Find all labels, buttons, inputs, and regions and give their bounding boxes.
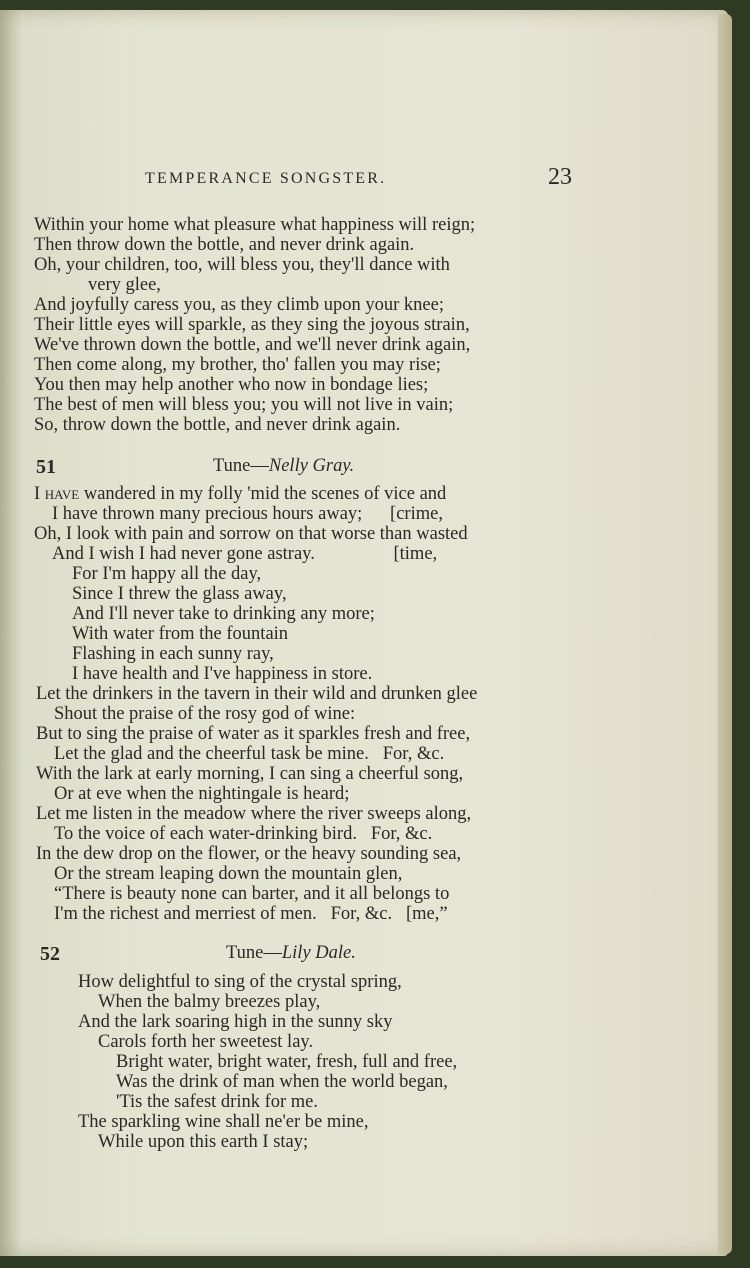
page-header: [0, 164, 728, 194]
verse-line: We've thrown down the bottle, and we'll never drink again,: [34, 335, 471, 355]
verse-line: Let me listen in the meadow where the river sweeps along,: [36, 804, 472, 824]
verse-line: In the dew drop on the flower, or the heavy sounding sea,: [36, 844, 462, 864]
verse-line-text: wandered in my folly 'mid the scenes of vice and: [79, 484, 447, 504]
chorus-line: With water from the fountain: [72, 624, 289, 644]
verse-line: I'm the richest and merriest of men. For, &c. [me,”: [54, 904, 448, 924]
verse-line: Oh, I look with pain and sorrow on that worse than wasted: [34, 524, 468, 544]
verse-line: Shout the praise of the rosy god of wine:: [54, 704, 356, 724]
verse-line: The sparkling wine shall ne'er be mine,: [78, 1112, 369, 1132]
chorus-line: I have health and I've happiness in store.: [72, 664, 373, 684]
song-number: 51: [36, 456, 56, 478]
verse-line: [34, 484, 446, 504]
verse-line: You then may help another who now in bondage lies;: [34, 375, 429, 395]
verse-line: Within your home what pleasure what happiness will reign;: [34, 215, 476, 235]
verse-line: very glee,: [88, 275, 161, 295]
verse-line: And joyfully caress you, as they climb upon your knee;: [34, 295, 444, 315]
page-edge: [718, 14, 732, 1254]
tune-name: Lily Dale.: [281, 943, 356, 963]
page-gutter-shadow: [0, 10, 22, 1256]
verse-line: The best of men will bless you; you will not live in vain;: [34, 395, 454, 415]
verse-line: “There is beauty none can barter, and it all belongs to: [54, 884, 450, 904]
chorus-line: Since I threw the glass away,: [72, 584, 287, 604]
verse-line: Let the drinkers in the tavern in their wild and drunken glee: [36, 684, 478, 704]
verse-line: And the lark soaring high in the sunny sky: [78, 1012, 393, 1032]
verse-line: When the balmy breezes play,: [98, 992, 321, 1012]
verse-line: Their little eyes will sparkle, as they sing the joyous strain,: [34, 315, 470, 335]
chorus-line: For I'm happy all the day,: [72, 564, 262, 584]
chorus-line: 'Tis the safest drink for me.: [116, 1092, 319, 1112]
verse-line: Then throw down the bottle, and never drink again.: [34, 235, 415, 255]
chorus-line: Flashing in each sunny ray,: [72, 644, 274, 664]
tune-prefix: Tune—: [226, 943, 282, 963]
verse-line: Let the glad and the cheerful task be mine. For, &c.: [54, 744, 445, 764]
song-number: 52: [40, 943, 60, 965]
tune-heading: [226, 943, 356, 964]
page-number: 23: [548, 164, 572, 190]
verse-line: Oh, your children, too, will bless you, they'll dance with: [34, 255, 450, 275]
verse-line: Or the stream leaping down the mountain glen,: [54, 864, 403, 884]
verse-line: To the voice of each water-drinking bird. For, &c.: [54, 824, 433, 844]
tune-name: Nelly Gray.: [268, 456, 355, 476]
verse-line: Then come along, my brother, tho' fallen you may rise;: [34, 355, 441, 375]
verse-line: I have thrown many precious hours away; [crime,: [52, 504, 443, 524]
verse-line: So, throw down the bottle, and never drink again.: [34, 415, 401, 435]
verse-line: But to sing the praise of water as it sparkles fresh and free,: [36, 724, 471, 744]
tune-heading: [213, 456, 354, 477]
chorus-line: And I'll never take to drinking any more;: [72, 604, 375, 624]
verse-line: With the lark at early morning, I can sing a cheerful song,: [36, 764, 464, 784]
verse-line: Carols forth her sweetest lay.: [98, 1032, 314, 1052]
chorus-line: Bright water, bright water, fresh, full and free,: [116, 1052, 458, 1072]
tune-prefix: Tune—: [213, 456, 269, 476]
running-head: TEMPERANCE SONGSTER.: [145, 170, 387, 187]
chorus-line: Was the drink of man when the world began,: [116, 1072, 448, 1092]
verse-line: How delightful to sing of the crystal spring,: [78, 972, 402, 992]
verse-line: While upon this earth I stay;: [98, 1132, 309, 1152]
first-word: I have: [34, 484, 80, 504]
verse-line: And I wish I had never gone astray. [time,: [52, 544, 438, 564]
verse-line: Or at eve when the nightingale is heard;: [54, 784, 350, 804]
